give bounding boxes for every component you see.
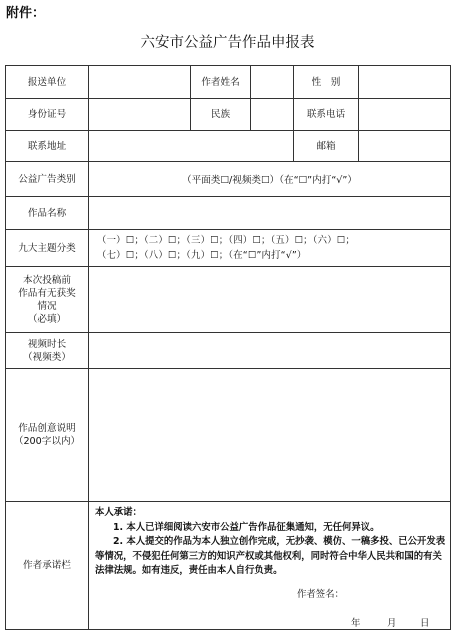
creative-description-label <box>6 369 89 502</box>
category-label: 公益广告类别 <box>6 162 89 197</box>
signature-label[interactable]: 作者签名： <box>297 589 344 600</box>
phone-label: 联系电话 <box>294 99 359 131</box>
video-label-line-2: （视频类） <box>23 351 71 363</box>
theme-options-line-2: （七）☐；（八）☐；（九）☐；（在“☐”内打“√”） <box>97 250 307 261</box>
gender-field[interactable] <box>359 66 451 99</box>
attachment-label: 附件： <box>6 6 46 21</box>
pledge-title: 本人承诺： <box>95 507 142 518</box>
date-year: 年 <box>351 618 361 629</box>
email-label: 邮箱 <box>294 131 359 162</box>
address-label: 联系地址 <box>6 131 89 162</box>
pledge-section <box>89 502 451 630</box>
award-status-label <box>6 267 89 333</box>
video-length-label <box>6 333 89 369</box>
theme-options[interactable] <box>89 230 451 267</box>
pledge-item-2: 2. 本人提交的作品为本人独立创作完成，无抄袭、模仿、一稿多投、已公开发表等情况，不侵犯任何第三方的知识产权或其他权利，同时符合中华人民共和国的有关法律法规。如有违反，责任由本人自行负责。 <box>95 536 446 576</box>
work-name-label: 作品名称 <box>6 197 89 230</box>
ethnicity-field[interactable] <box>251 99 294 131</box>
award-label-line-4: （必填） <box>27 313 67 325</box>
date-day: 日 <box>420 618 430 629</box>
ethnicity-label: 民族 <box>191 99 251 131</box>
submit-unit-label: 报送单位 <box>6 66 89 99</box>
award-label-line-1: 本次投稿前 <box>23 274 71 286</box>
author-name-field[interactable] <box>251 66 294 99</box>
date-month: 月 <box>387 618 397 629</box>
category-options[interactable]: （平面类☐/视频类☐）（在“☐”内打“√”） <box>89 162 451 197</box>
award-status-field[interactable] <box>89 267 451 333</box>
theme-options-line-1: （一）☐；（二）☐；（三）☐；（四）☐；（五）☐；（六）☐； <box>97 235 355 246</box>
video-label-line-1: 视频时长 <box>27 338 67 350</box>
video-length-field[interactable] <box>89 333 451 369</box>
address-field[interactable] <box>89 131 294 162</box>
id-number-label: 身份证号 <box>6 99 89 131</box>
id-number-field[interactable] <box>89 99 191 131</box>
desc-label-line-1: 作品创意说明 <box>18 423 76 434</box>
submit-unit-field[interactable] <box>89 66 191 99</box>
email-field[interactable] <box>359 131 451 162</box>
creative-description-field[interactable] <box>89 369 451 502</box>
form-title: 六安市公益广告作品申报表 <box>140 35 315 51</box>
theme-label: 九大主题分类 <box>6 230 89 267</box>
pledge-label: 作者承诺栏 <box>6 502 89 630</box>
desc-label-line-2: （200字以内） <box>13 436 81 447</box>
application-form-table <box>5 65 451 630</box>
gender-label: 性 别 <box>294 66 359 99</box>
pledge-item-1: 1. 本人已详细阅读六安市公益广告作品征集通知，无任何异议。 <box>113 521 380 533</box>
award-label-line-3: 情况 <box>37 300 57 312</box>
author-name-label: 作者姓名 <box>191 66 251 99</box>
award-label-line-2: 作品有无获奖 <box>18 287 76 299</box>
phone-field[interactable] <box>359 99 451 131</box>
work-name-field[interactable] <box>89 197 451 230</box>
